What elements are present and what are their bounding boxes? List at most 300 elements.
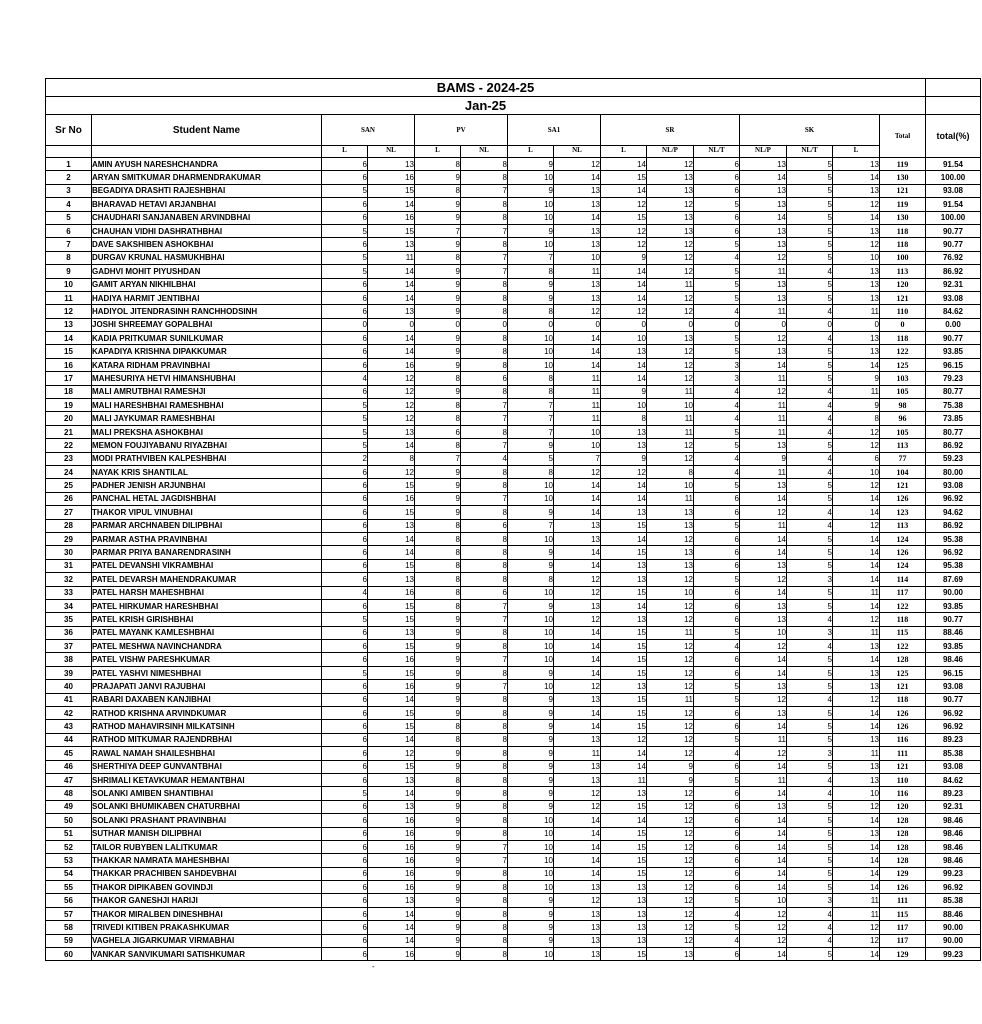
score-cell: 9 [833,399,880,412]
score-cell: 6 [322,465,368,478]
score-cell: 15 [368,479,415,492]
score-cell: 6 [322,680,368,693]
student-name-cell: ARYAN SMITKUMAR DHARMENDRAKUMAR [92,171,322,184]
score-cell: 12 [647,733,694,746]
percent-cell: 96.15 [926,358,981,371]
table-row [46,332,981,345]
percent-cell: 96.92 [926,720,981,733]
score-cell: 4 [787,787,833,800]
score-cell: 14 [833,867,880,880]
score-cell: 12 [740,693,787,706]
name-header: Student Name [92,115,322,146]
score-cell: 8 [415,586,461,599]
score-cell: 5 [322,251,368,264]
total-cell: 113 [880,439,926,452]
table-row [46,907,981,920]
score-cell: 0 [647,318,694,331]
score-cell: 12 [554,680,601,693]
score-cell: 7 [508,251,554,264]
score-cell: 14 [740,881,787,894]
sr-no-cell: 47 [46,773,92,786]
table-row [46,640,981,653]
score-cell: 9 [415,238,461,251]
sr-no-cell: 50 [46,814,92,827]
score-cell: 6 [694,158,740,171]
sr-no-cell: 24 [46,465,92,478]
score-cell: 7 [461,412,508,425]
score-cell: 11 [647,425,694,438]
blank-cell [926,97,981,115]
score-cell: 15 [368,760,415,773]
score-cell: 8 [415,773,461,786]
score-cell: 14 [740,532,787,545]
score-cell: 6 [322,773,368,786]
score-cell: 12 [833,238,880,251]
sr-no-cell: 20 [46,412,92,425]
score-cell: 14 [740,787,787,800]
table-row [46,158,981,171]
sr-no-cell: 13 [46,318,92,331]
score-cell: 13 [554,934,601,947]
score-cell: 8 [415,573,461,586]
score-cell: 8 [415,720,461,733]
score-cell: 12 [368,747,415,760]
score-cell: 13 [554,184,601,197]
table-row [46,465,981,478]
total-cell: 111 [880,894,926,907]
score-cell: 14 [833,881,880,894]
score-cell: 9 [415,827,461,840]
score-cell: 12 [554,465,601,478]
score-cell: 4 [694,640,740,653]
score-cell: 13 [601,425,647,438]
student-name-cell: PARMAR PRIYA BANARENDRASINH [92,546,322,559]
score-cell: 13 [554,278,601,291]
score-cell: 8 [508,372,554,385]
total-cell: 121 [880,680,926,693]
score-cell: 9 [415,867,461,880]
score-cell: 5 [787,291,833,304]
sr-no-cell: 56 [46,894,92,907]
score-cell: 9 [508,800,554,813]
score-cell: 14 [554,653,601,666]
table-row [46,492,981,505]
score-cell: 14 [368,921,415,934]
score-cell: 8 [415,439,461,452]
score-cell: 8 [461,211,508,224]
score-cell: 14 [554,546,601,559]
sr-no-cell: 45 [46,747,92,760]
score-cell: 16 [368,171,415,184]
score-cell: 9 [647,773,694,786]
table-row [46,854,981,867]
percent-cell: 89.23 [926,787,981,800]
percent-cell: 95.38 [926,532,981,545]
score-cell: 13 [833,265,880,278]
score-cell: 12 [647,894,694,907]
score-cell: 12 [647,573,694,586]
score-cell: 8 [461,693,508,706]
percent-cell: 80.77 [926,385,981,398]
score-cell: 12 [833,198,880,211]
score-cell: 10 [601,332,647,345]
score-cell: 5 [694,573,740,586]
score-cell: 6 [322,640,368,653]
score-cell: 4 [694,934,740,947]
score-cell: 10 [508,653,554,666]
total-cell: 125 [880,666,926,679]
score-cell: 9 [415,747,461,760]
percent-cell: 100.00 [926,171,981,184]
percent-cell: 90.00 [926,934,981,947]
student-name-cell: PANCHAL HETAL JAGDISHBHAI [92,492,322,505]
score-cell: 8 [415,532,461,545]
score-cell: 12 [647,439,694,452]
score-cell: 6 [322,492,368,505]
score-cell: 7 [461,265,508,278]
score-cell: 14 [833,546,880,559]
score-cell: 15 [368,613,415,626]
score-cell: 14 [740,867,787,880]
student-name-cell: GAMIT ARYAN NIKHILBHAI [92,278,322,291]
score-cell: 5 [787,559,833,572]
score-cell: 13 [368,800,415,813]
score-cell: 13 [740,559,787,572]
sr-no-cell: 25 [46,479,92,492]
score-cell: 13 [554,733,601,746]
score-cell: 9 [508,773,554,786]
score-cell: 6 [694,559,740,572]
percent-cell: 84.62 [926,305,981,318]
score-cell: 6 [322,881,368,894]
score-cell: 9 [415,171,461,184]
score-cell: 4 [787,613,833,626]
total-cell: 0 [880,318,926,331]
sr-no-cell: 35 [46,613,92,626]
table-row [46,867,981,880]
score-cell: 7 [415,452,461,465]
total-cell: 121 [880,291,926,304]
score-cell: 0 [601,318,647,331]
total-cell: 117 [880,934,926,947]
score-cell: 15 [601,519,647,532]
score-cell: 10 [740,626,787,639]
score-cell: 14 [554,840,601,853]
score-cell: 9 [601,251,647,264]
score-cell: 6 [322,278,368,291]
student-name-cell: SOLANKI PRASHANT PRAVINBHAI [92,814,322,827]
student-name-cell: PATEL VISHW PARESHKUMAR [92,653,322,666]
score-cell: 14 [601,358,647,371]
score-cell: 6 [694,760,740,773]
score-cell: 14 [601,265,647,278]
score-cell: 7 [508,412,554,425]
score-cell: 13 [833,345,880,358]
score-cell: 13 [554,291,601,304]
sheet-title: BAMS - 2024-25 [46,79,926,97]
score-cell: 12 [601,305,647,318]
score-cell: 8 [601,412,647,425]
score-cell: 13 [740,707,787,720]
score-cell: 12 [647,265,694,278]
score-cell: 8 [415,399,461,412]
table-row [46,452,981,465]
score-cell: 11 [740,399,787,412]
score-cell: 12 [833,921,880,934]
sr-no-cell: 28 [46,519,92,532]
subject-header-sa1: SA1 [508,115,601,146]
percent-cell: 90.77 [926,238,981,251]
score-cell: 4 [694,465,740,478]
score-cell: 12 [740,385,787,398]
sr-no-cell: 4 [46,198,92,211]
score-cell: 13 [554,198,601,211]
score-cell: 15 [601,707,647,720]
score-cell: 6 [322,171,368,184]
table-row [46,439,981,452]
percent-cell: 86.92 [926,439,981,452]
score-cell: 8 [415,546,461,559]
score-cell: 11 [833,747,880,760]
score-cell: 12 [647,653,694,666]
score-cell: 8 [461,479,508,492]
score-cell: 8 [461,425,508,438]
score-cell: 9 [508,907,554,920]
score-cell: 3 [787,894,833,907]
total-cell: 110 [880,773,926,786]
table-row [46,921,981,934]
score-cell: 9 [415,881,461,894]
score-cell: 13 [368,305,415,318]
score-cell: 12 [368,412,415,425]
score-cell: 5 [787,171,833,184]
score-cell: 7 [415,224,461,237]
score-cell: 9 [508,720,554,733]
score-cell: 10 [508,238,554,251]
student-name-cell: PADHER JENISH ARJUNBHAI [92,479,322,492]
sr-no-cell: 2 [46,171,92,184]
score-cell: 4 [787,452,833,465]
score-cell: 14 [368,907,415,920]
score-cell: 13 [740,278,787,291]
score-cell: 13 [601,787,647,800]
score-cell: 15 [601,211,647,224]
score-cell: 14 [833,573,880,586]
score-cell: 11 [833,907,880,920]
table-row [46,800,981,813]
score-cell: 16 [368,827,415,840]
score-cell: 10 [508,532,554,545]
table-row [46,519,981,532]
table-row [46,479,981,492]
score-cell: 14 [368,291,415,304]
score-cell: 5 [322,412,368,425]
score-cell: 12 [647,345,694,358]
score-cell: 10 [508,881,554,894]
sr-no-cell: 43 [46,720,92,733]
score-cell: 5 [787,599,833,612]
total-cell: 124 [880,532,926,545]
score-cell: 15 [601,546,647,559]
score-cell: 6 [322,198,368,211]
sub-header-cell: NL [554,146,601,158]
score-cell: 10 [508,479,554,492]
total-cell: 118 [880,332,926,345]
score-cell: 13 [368,894,415,907]
score-cell: 15 [601,640,647,653]
score-cell: 5 [787,720,833,733]
score-cell: 11 [647,492,694,505]
score-cell: 5 [694,921,740,934]
total-cell: 129 [880,867,926,880]
table-row [46,171,981,184]
score-cell: 4 [694,747,740,760]
score-cell: 13 [601,680,647,693]
score-cell: 8 [461,814,508,827]
percent-cell: 89.23 [926,733,981,746]
student-name-cell: MODI PRATHVIBEN KALPESHBHAI [92,452,322,465]
score-cell: 9 [508,546,554,559]
score-cell: 13 [740,291,787,304]
score-cell: 6 [694,171,740,184]
score-cell: 9 [508,747,554,760]
score-cell: 13 [554,948,601,961]
table-row [46,385,981,398]
table-row [46,773,981,786]
percent-cell: 93.08 [926,479,981,492]
score-cell: 14 [740,666,787,679]
score-cell: 6 [694,224,740,237]
student-name-cell: THAKKAR NAMRATA MAHESHBHAI [92,854,322,867]
score-cell: 5 [694,238,740,251]
score-cell: 12 [554,586,601,599]
score-cell: 9 [508,733,554,746]
score-cell: 14 [740,760,787,773]
score-cell: 10 [508,814,554,827]
score-cell: 13 [740,345,787,358]
score-cell: 6 [322,747,368,760]
total-cell: 105 [880,425,926,438]
score-cell: 8 [461,305,508,318]
student-name-cell: JOSHI SHREEMAY GOPALBHAI [92,318,322,331]
score-cell: 0 [740,318,787,331]
score-cell: 13 [647,184,694,197]
percent-cell: 88.46 [926,626,981,639]
score-cell: 8 [461,573,508,586]
score-cell: 6 [694,506,740,519]
score-cell: 14 [368,934,415,947]
total-cell: 98 [880,399,926,412]
score-cell: 16 [368,680,415,693]
total-cell: 103 [880,372,926,385]
score-cell: 9 [415,278,461,291]
score-cell: 9 [508,787,554,800]
score-cell: 5 [787,184,833,197]
score-cell: 14 [740,840,787,853]
student-name-cell: KAPADIYA KRISHNA DIPAKKUMAR [92,345,322,358]
score-cell: 11 [833,626,880,639]
total-cell: 113 [880,519,926,532]
percent-cell: 80.00 [926,465,981,478]
sr-no-cell: 41 [46,693,92,706]
score-cell: 14 [601,814,647,827]
score-cell: 4 [787,773,833,786]
student-name-cell: DURGAV KRUNAL HASMUKHBHAI [92,251,322,264]
score-cell: 0 [694,318,740,331]
score-cell: 15 [601,867,647,880]
score-cell: 8 [415,158,461,171]
total-cell: 77 [880,452,926,465]
percent-cell: 94.62 [926,506,981,519]
score-cell: 4 [787,385,833,398]
percent-cell: 0.00 [926,318,981,331]
score-cell: 12 [740,747,787,760]
sr-no-cell: 53 [46,854,92,867]
total-cell: 116 [880,787,926,800]
table-row [46,238,981,251]
score-cell: 16 [368,653,415,666]
score-cell: 10 [833,787,880,800]
score-cell: 8 [461,894,508,907]
student-name-cell: TRIVEDI KITIBEN PRAKASHKUMAR [92,921,322,934]
total-cell: 126 [880,707,926,720]
student-name-cell: PARMAR ASTHA PRAVINBHAI [92,532,322,545]
score-cell: 13 [601,907,647,920]
sr-no-cell: 36 [46,626,92,639]
score-cell: 5 [787,238,833,251]
table-row [46,358,981,371]
score-cell: 6 [322,291,368,304]
table-row [46,224,981,237]
percent-cell: 98.46 [926,840,981,853]
score-cell: 6 [322,693,368,706]
score-cell: 12 [368,465,415,478]
percent-cell: 99.23 [926,948,981,961]
score-cell: 4 [694,385,740,398]
table-row [46,559,981,572]
score-cell: 9 [415,358,461,371]
score-cell: 6 [322,332,368,345]
score-cell: 4 [787,907,833,920]
score-cell: 9 [601,385,647,398]
sr-no-cell: 33 [46,586,92,599]
score-cell: 16 [368,586,415,599]
student-name-cell: RAWAL NAMAH SHAILESHBHAI [92,747,322,760]
score-cell: 5 [787,733,833,746]
score-cell: 12 [833,519,880,532]
score-cell: 9 [508,291,554,304]
score-cell: 7 [461,840,508,853]
score-cell: 6 [322,854,368,867]
score-cell: 6 [415,425,461,438]
score-cell: 14 [833,559,880,572]
sr-no-cell: 39 [46,666,92,679]
score-cell: 13 [833,184,880,197]
score-cell: 4 [787,519,833,532]
score-cell: 5 [787,278,833,291]
score-cell: 8 [461,332,508,345]
score-cell: 12 [554,894,601,907]
sub-header-cell: NL [461,146,508,158]
score-cell: 12 [601,198,647,211]
score-cell: 9 [508,599,554,612]
score-cell: 10 [508,358,554,371]
score-cell: 6 [694,184,740,197]
total-cell: 123 [880,506,926,519]
score-cell: 5 [322,613,368,626]
score-cell: 8 [415,251,461,264]
score-cell: 14 [833,506,880,519]
